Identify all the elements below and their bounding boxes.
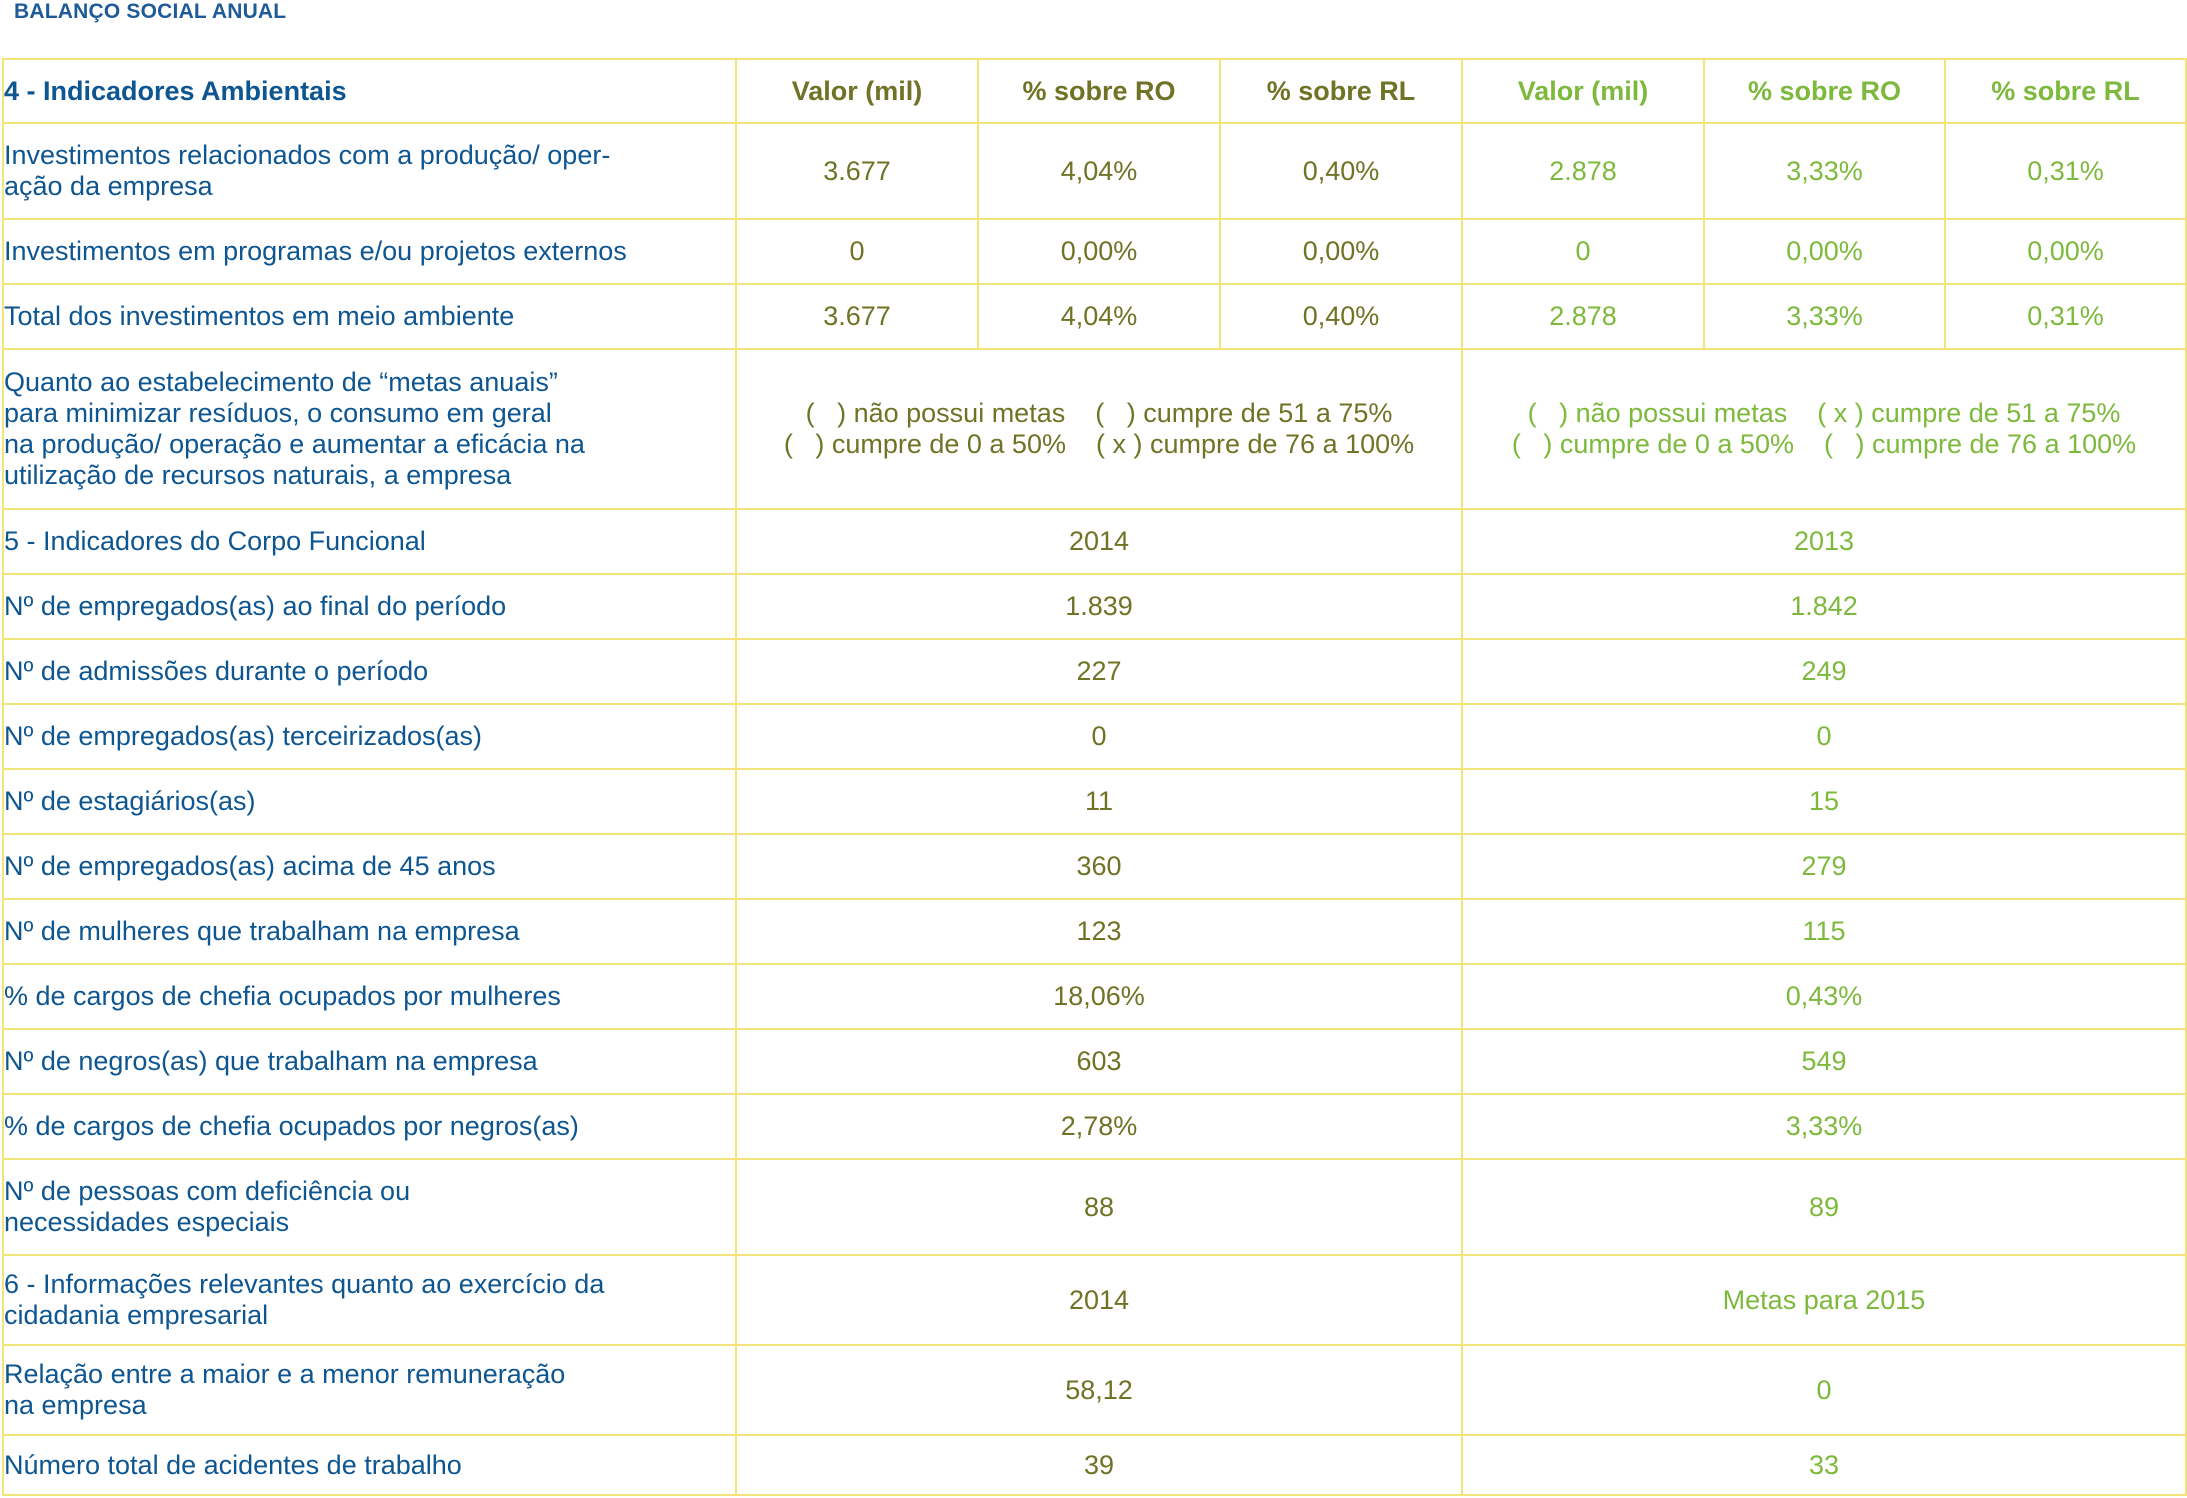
row-label-line: ação da empresa (4, 171, 213, 201)
value-2013: 3,33% (1462, 1094, 2186, 1159)
row-label (3, 123, 736, 219)
value-2014: 88 (736, 1159, 1462, 1255)
rl-2014: 0,40% (1220, 284, 1462, 349)
env-header-2013-value: Valor (mil) (1462, 59, 1704, 123)
env-section-title: 4 - Indicadores Ambientais (3, 59, 736, 123)
citizenship-goal-label: Metas para 2015 (1462, 1255, 2186, 1345)
table-row (3, 1345, 2186, 1435)
goals-2013-line: ( ) cumpre de 0 a 50% ( ) cumpre de 76 a 100% (1511, 429, 2137, 459)
row-label (3, 1345, 736, 1435)
rl-2013: 0,31% (1945, 284, 2186, 349)
table-row (3, 704, 2186, 769)
row-label: Nº de estagiários(as) (3, 769, 736, 834)
value-2014: 603 (736, 1029, 1462, 1094)
row-label-line: Nº de pessoas com deficiência ou (4, 1176, 411, 1206)
value-2013: 1.842 (1462, 574, 2186, 639)
value-2014: 227 (736, 639, 1462, 704)
rl-2013: 0,31% (1945, 123, 2186, 219)
staff-year-2014: 2014 (736, 509, 1462, 574)
value-2014: 58,12 (736, 1345, 1462, 1435)
row-label-line: necessidades especiais (4, 1207, 290, 1237)
value-2014: 3.677 (736, 284, 978, 349)
social-balance-table (2, 58, 2187, 1496)
goals-2013 (1462, 349, 2186, 509)
value-2014: 123 (736, 899, 1462, 964)
value-2013: 0 (1462, 1345, 2186, 1435)
goals-2014 (736, 349, 1462, 509)
rl-2014: 0,00% (1220, 219, 1462, 284)
env-header-row (3, 59, 2186, 123)
value-2013: 249 (1462, 639, 2186, 704)
row-label-line: na empresa (4, 1390, 147, 1420)
value-2013: 0 (1462, 219, 1704, 284)
document-title: BALANÇO SOCIAL ANUAL (14, 0, 287, 23)
rl-2014: 0,40% (1220, 123, 1462, 219)
row-label-line: utilização de recursos naturais, a empresa (4, 460, 512, 490)
value-2014: 360 (736, 834, 1462, 899)
goals-2013-line: ( ) não possui metas ( x ) cumpre de 51 a 75% (1527, 398, 2121, 428)
value-2013: 279 (1462, 834, 2186, 899)
value-2014: 39 (736, 1435, 1462, 1495)
ro-2013: 0,00% (1704, 219, 1945, 284)
row-label: Nº de empregados(as) ao final do período (3, 574, 736, 639)
value-2014: 1.839 (736, 574, 1462, 639)
row-label-line: cidadania empresarial (4, 1300, 269, 1330)
citizenship-section-title (3, 1255, 736, 1345)
value-2013: 89 (1462, 1159, 2186, 1255)
row-label: Nº de negros(as) que trabalham na empresa (3, 1029, 736, 1094)
env-header-2014-ro: % sobre RO (978, 59, 1220, 123)
value-2013: 549 (1462, 1029, 2186, 1094)
value-2013: 115 (1462, 899, 2186, 964)
value-2014: 11 (736, 769, 1462, 834)
value-2013: 2.878 (1462, 284, 1704, 349)
value-2014: 18,06% (736, 964, 1462, 1029)
goals-2014-line: ( ) cumpre de 0 a 50% ( x ) cumpre de 76 a 100% (783, 429, 1415, 459)
row-label-line: para minimizar resíduos, o consumo em geral (4, 398, 552, 428)
staff-header-row (3, 509, 2186, 574)
value-2013: 15 (1462, 769, 2186, 834)
row-label: Nº de admissões durante o período (3, 639, 736, 704)
table-row (3, 1029, 2186, 1094)
citizenship-header-row (3, 1255, 2186, 1345)
ro-2014: 4,04% (978, 123, 1220, 219)
table-row (3, 639, 2186, 704)
table-row (3, 219, 2186, 284)
rl-2013: 0,00% (1945, 219, 2186, 284)
table-row (3, 1159, 2186, 1255)
row-label: Total dos investimentos em meio ambiente (3, 284, 736, 349)
value-2014: 0 (736, 704, 1462, 769)
table-row (3, 284, 2186, 349)
table-row (3, 899, 2186, 964)
row-label-line: Investimentos relacionados com a produção/ oper- (4, 140, 611, 170)
value-2014: 3.677 (736, 123, 978, 219)
table-row (3, 1435, 2186, 1495)
table-row (3, 574, 2186, 639)
table-row (3, 769, 2186, 834)
row-label: Nº de empregados(as) terceirizados(as) (3, 704, 736, 769)
ro-2013: 3,33% (1704, 284, 1945, 349)
value-2014: 2,78% (736, 1094, 1462, 1159)
row-label: % de cargos de chefia ocupados por negros(as) (3, 1094, 736, 1159)
goals-2014-line: ( ) não possui metas ( ) cumpre de 51 a 75% (805, 398, 1393, 428)
ro-2014: 4,04% (978, 284, 1220, 349)
citizenship-year-2014: 2014 (736, 1255, 1462, 1345)
row-label-line: na produção/ operação e aumentar a eficácia na (4, 429, 585, 459)
table-row (3, 123, 2186, 219)
row-label (3, 1159, 736, 1255)
value-2014: 0 (736, 219, 978, 284)
staff-year-2013: 2013 (1462, 509, 2186, 574)
table-row (3, 964, 2186, 1029)
row-label-line: Quanto ao estabelecimento de “metas anuais” (4, 367, 558, 397)
row-label: Número total de acidentes de trabalho (3, 1435, 736, 1495)
env-header-2014-value: Valor (mil) (736, 59, 978, 123)
ro-2014: 0,00% (978, 219, 1220, 284)
value-2013: 0 (1462, 704, 2186, 769)
goals-label (3, 349, 736, 509)
goals-row (3, 349, 2186, 509)
row-label: Investimentos em programas e/ou projetos externos (3, 219, 736, 284)
env-header-2013-rl: % sobre RL (1945, 59, 2186, 123)
staff-section-title: 5 - Indicadores do Corpo Funcional (3, 509, 736, 574)
env-header-2013-ro: % sobre RO (1704, 59, 1945, 123)
row-label-line: Relação entre a maior e a menor remuneração (4, 1359, 566, 1389)
table-row (3, 834, 2186, 899)
row-label: % de cargos de chefia ocupados por mulheres (3, 964, 736, 1029)
row-label: Nº de empregados(as) acima de 45 anos (3, 834, 736, 899)
value-2013: 0,43% (1462, 964, 2186, 1029)
value-2013: 2.878 (1462, 123, 1704, 219)
value-2013: 33 (1462, 1435, 2186, 1495)
ro-2013: 3,33% (1704, 123, 1945, 219)
row-label-line: 6 - Informações relevantes quanto ao exercício da (4, 1269, 605, 1299)
row-label: Nº de mulheres que trabalham na empresa (3, 899, 736, 964)
env-header-2014-rl: % sobre RL (1220, 59, 1462, 123)
table-row (3, 1094, 2186, 1159)
